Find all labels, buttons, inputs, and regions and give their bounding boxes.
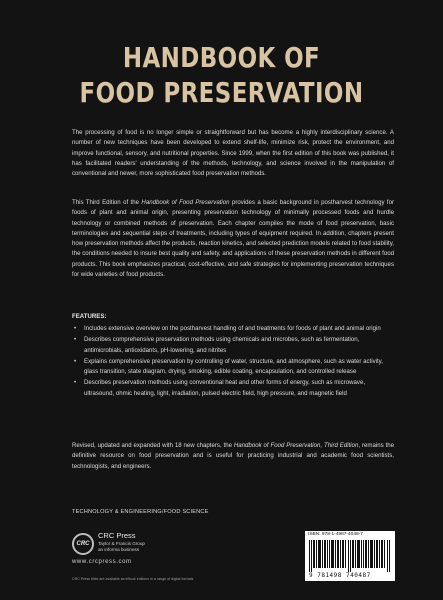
isbn-label: ISBN: 978-1-4987-4048-7 bbox=[308, 532, 363, 537]
publisher-name: CRC Press bbox=[98, 531, 136, 540]
features-list bbox=[72, 324, 394, 400]
feature-text: Includes extensive overview on the postharvest handling of and treatments for foods of plant and animal origin bbox=[84, 325, 381, 332]
feature-item bbox=[72, 324, 394, 334]
publisher-url: www.crcpress.com bbox=[72, 559, 132, 565]
barcode-number: 9 781498 740487 bbox=[309, 572, 371, 579]
book-title-edition-italic: Handbook of Food Preservation, Third Edition bbox=[233, 442, 359, 449]
publisher-tagline: an informa business bbox=[98, 547, 140, 552]
publisher-group: Taylor & Francis Group bbox=[98, 541, 145, 546]
feature-text: Describes preservation methods using conventional heat and other forms of energy, such as microwave, ultrasound, ohmic heating, light, irradiation, pulsed electric field, high pressure, and magnetic field bbox=[84, 379, 366, 397]
ebook-note: CRC Press titles are available as eBook editions in a range of digital formats bbox=[72, 577, 194, 581]
edition-paragraph bbox=[72, 198, 394, 280]
bullet-icon: • bbox=[74, 357, 77, 365]
closing-paragraph-rest: , remains the definitive resource on food preservation and is useful for practicing industrial and academic food scientists, technologists, and engineers. bbox=[72, 442, 394, 470]
isbn-barcode-box bbox=[305, 531, 395, 581]
feature-text: Describes comprehensive preservation methods using chemicals and microbes, such as fermentation, antimicrobials, antioxidants, pH-lowering, and nitrites bbox=[84, 336, 360, 354]
bullet-icon: • bbox=[74, 325, 77, 332]
book-title-italic: Handbook of Food Preservation bbox=[141, 199, 230, 206]
feature-item bbox=[72, 335, 394, 356]
bullet-icon: • bbox=[74, 336, 77, 344]
intro-paragraph: The processing of food is no longer simple or straightforward but has become a highly interdisciplinary science. A number of new techniques have been developed to extend shelf-life, minimize risk, protect the environment, and improve functional, sensory, and nutritional properties. Since 1999, when the first edition of this book was published, it has facilitated readers' understanding of the methods, technology, and science involved in the manipulation of conventional and newer, more sophisticated food preservation methods. bbox=[72, 129, 394, 178]
crc-logo-icon: CRC bbox=[72, 533, 94, 555]
subject-category: TECHNOLOGY & ENGINEERING/FOOD SCIENCE bbox=[72, 509, 209, 515]
title-line-2: FOOD PRESERVATION bbox=[79, 76, 364, 109]
feature-item bbox=[72, 357, 394, 378]
closing-paragraph-start: Revised, updated and expanded with 18 new chapters, the bbox=[72, 442, 234, 449]
feature-text: Explains comprehensive preservation by controlling of water, structure, and atmosphere, such as water activity, glass transition, state diagram, drying, smoking, edible coating, encapsulation, and controlled release bbox=[84, 357, 383, 376]
feature-item bbox=[72, 378, 394, 399]
features-heading: FEATURES: bbox=[72, 313, 107, 320]
bullet-icon: • bbox=[74, 379, 77, 387]
closing-paragraph bbox=[72, 441, 394, 472]
barcode-icon bbox=[309, 540, 391, 572]
edition-paragraph-start: This Third Edition of the bbox=[72, 199, 142, 206]
title-line-1: HANDBOOK OF bbox=[122, 41, 321, 74]
edition-paragraph-rest: provides a basic background in postharvest technology for foods of plant and animal origin, presenting preservation technology of minimally processed foods and hurdle technology or combined methods of preservation. Each chapter compiles the mode of food preservation, basic terminologies and sequential steps of treatments, including types of equipment required. In addition, chapters present how preservation methods affect the products, reaction kinetics, and selected prediction models related to food stability, the conditions needed to insure best quality and safety, and applications of these preservation methods in different food products. This book emphasizes practical, cost-effective, and safe strategies for implementing preservation techniques for wide varieties of food products. bbox=[72, 199, 395, 279]
